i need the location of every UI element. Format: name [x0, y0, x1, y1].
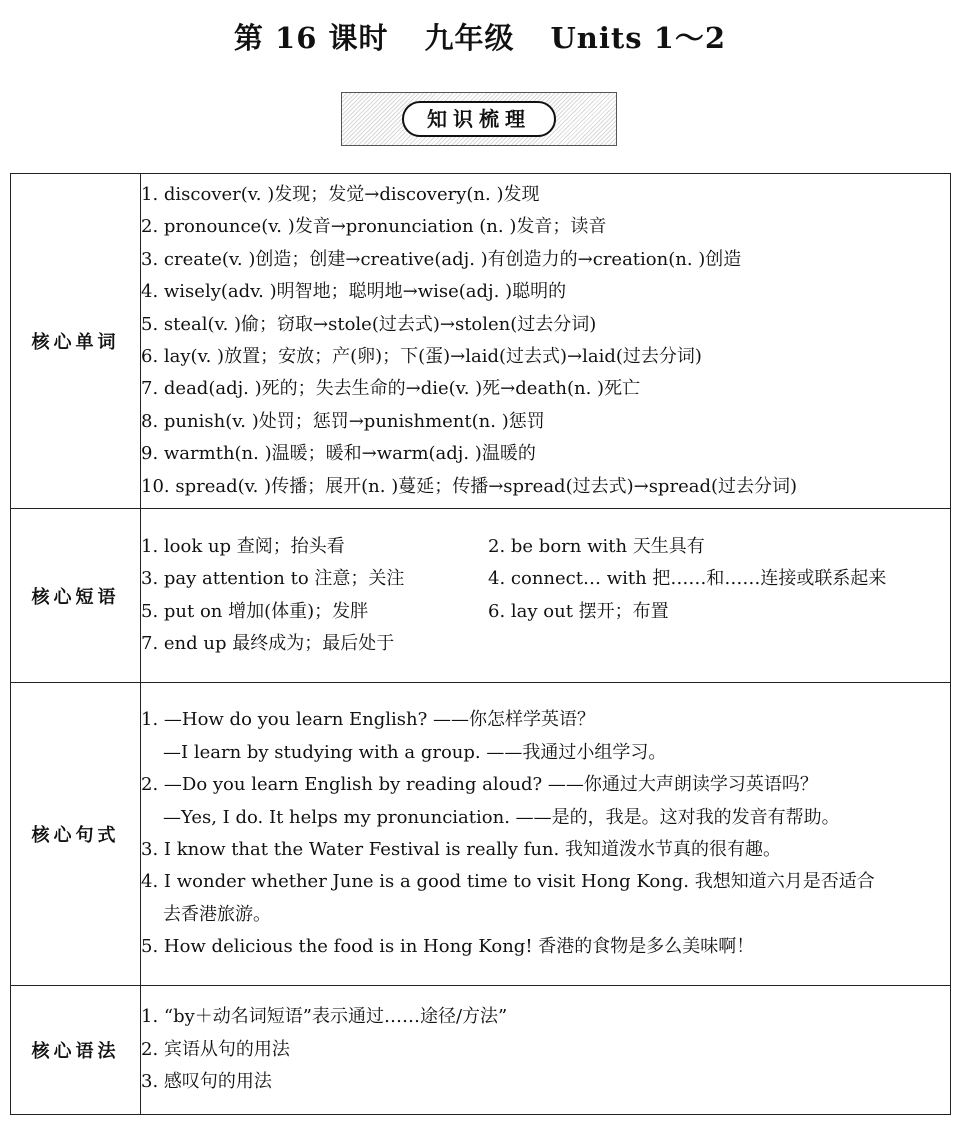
grammar-item: 2. 宾语从句的用法 [141, 1038, 290, 1060]
sentence-item: 去香港旅游。 [163, 903, 271, 925]
phrase-item: 2. be born with 天生具有 [488, 535, 705, 557]
phrases-list [141, 509, 951, 683]
units-label: Units 1～2 [550, 21, 727, 55]
grade-label: 九年级 [424, 21, 515, 55]
sentence-item: 5. How delicious the food is in Hong Kong! 香港的食物是多么美味啊！ [141, 936, 755, 958]
phrase-item: 4. connect… with 把……和……连接或联系起来 [488, 568, 887, 590]
vocab-item: 4. wisely(adv. )明智地；聪明地→wise(adj. )聪明的 [141, 281, 567, 303]
page-title [0, 16, 960, 57]
vocab-item: 5. steal(v. )偷；窃取→stole(过去式)→stolen(过去分词) [141, 313, 597, 335]
vocab-item: 10. spread(v. )传播；展开(n. )蔓延；传播→spread(过去式)→spread(过去分词) [141, 475, 798, 497]
phrase-item: 5. put on 增加(体重)；发胖 [141, 600, 369, 622]
phrase-item: 7. end up 最终成为；最后处于 [141, 632, 395, 654]
grammar-label: 核心语法 [11, 986, 141, 1115]
banner-label: 知识梳理 [402, 101, 556, 137]
vocab-item: 9. warmth(n. )温暖；暖和→warm(adj. )温暖的 [141, 443, 536, 465]
knowledge-table [10, 173, 951, 1115]
vocab-item: 3. create(v. )创造；创建→creative(adj. )有创造力的→creation(n. )创造 [141, 248, 742, 270]
phrase-item: 1. look up 查阅；抬头看 [141, 535, 345, 557]
sentence-item: —Yes, I do. It helps my pronunciation. ——是的，我是。这对我的发音有帮助。 [163, 806, 840, 828]
grammar-list [141, 986, 951, 1115]
sentence-item: 2. —Do you learn English by reading aloud? ——你通过大声朗读学习英语吗？ [141, 774, 818, 796]
grammar-item: 1. “by＋动名词短语”表示通过……途径/方法” [141, 1006, 508, 1028]
phrases-label: 核心短语 [11, 509, 141, 683]
vocabulary-list [141, 174, 951, 509]
lesson-number: 第 16 课时 [233, 21, 389, 55]
vocab-item: 6. lay(v. )放置；安放；产(卵)；下(蛋)→laid(过去式)→laid(过去分词) [141, 346, 702, 367]
vocab-item: 1. discover(v. )发现；发觉→discovery(n. )发现 [141, 184, 540, 206]
grammar-row [11, 986, 951, 1115]
phrases-row [11, 509, 951, 683]
sentence-item: 1. —How do you learn English? ——你怎样学英语？ [141, 709, 595, 731]
sentence-item: 3. I know that the Water Festival is really fun. 我知道泼水节真的很有趣。 [141, 839, 781, 860]
vocabulary-label: 核心单词 [11, 174, 141, 509]
sentences-list [141, 683, 951, 986]
sentences-label: 核心句式 [11, 683, 141, 986]
vocab-item: 8. punish(v. )处罚；惩罚→punishment(n. )惩罚 [141, 410, 545, 432]
sentences-row [11, 683, 951, 986]
sentence-item: —I learn by studying with a group. ——我通过小组学习。 [163, 741, 667, 763]
phrase-item: 3. pay attention to 注意；关注 [141, 568, 405, 590]
vocab-item: 7. dead(adj. )死的；失去生命的→die(v. )死→death(n. )死亡 [141, 378, 641, 400]
grammar-item: 3. 感叹句的用法 [141, 1071, 272, 1093]
phrase-item: 6. lay out 摆开；布置 [488, 600, 669, 622]
vocab-item: 2. pronounce(v. )发音→pronunciation (n. )发音；读音 [141, 216, 607, 238]
section-banner [341, 92, 617, 146]
vocabulary-row [11, 174, 951, 509]
sentence-item: 4. I wonder whether June is a good time to visit Hong Kong. 我想知道六月是否适合 [141, 871, 875, 893]
